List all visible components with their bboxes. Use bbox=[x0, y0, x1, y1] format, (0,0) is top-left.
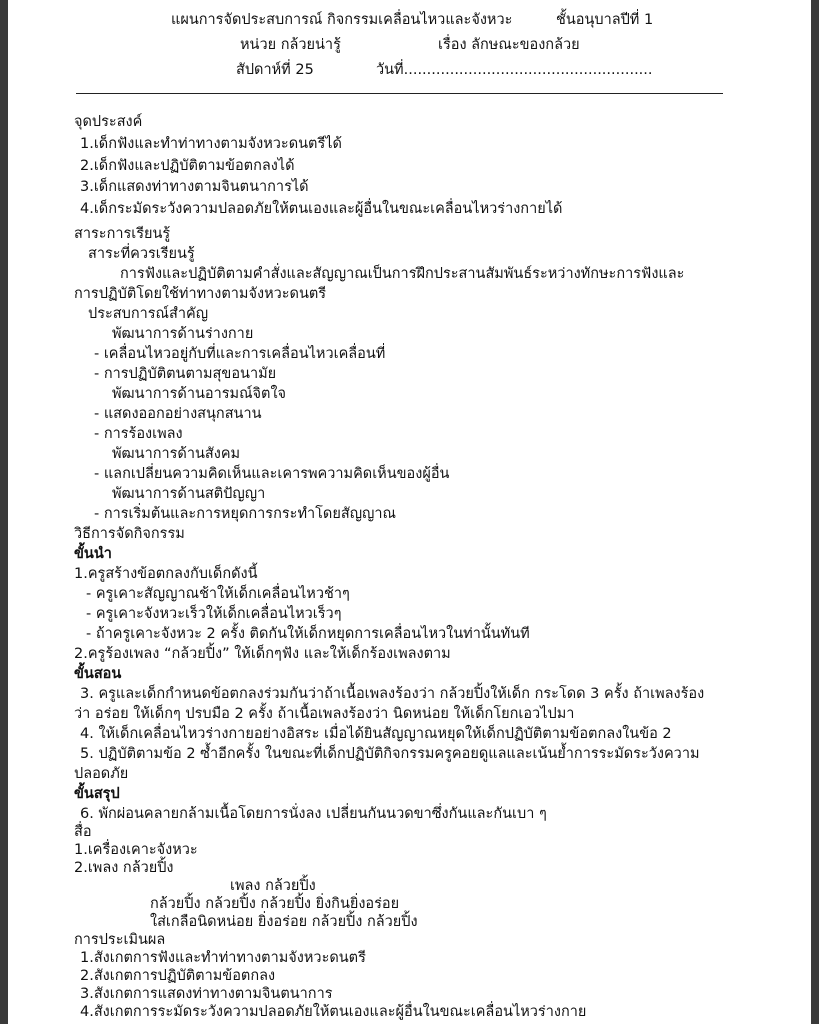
development-heading: พัฒนาการด้านสติปัญญา bbox=[112, 486, 266, 502]
content-heading: สาระการเรียนรู้ bbox=[74, 226, 171, 242]
activities-heading: วิธีการจัดกิจกรรม bbox=[74, 526, 185, 542]
objective-item: 3.เด็กแสดงท่าทางตามจินตนาการได้ bbox=[80, 179, 309, 195]
steps-line: ปลอดภัย bbox=[74, 766, 129, 782]
development-heading: พัฒนาการด้านร่างกาย bbox=[112, 326, 254, 342]
experience-item: - เคลื่อนไหวอยู่กับที่และการเคลื่อนไหวเคลื่อนที่ bbox=[94, 346, 386, 362]
objective-item: 4.เด็กระมัดระวังความปลอดภัยให้ตนเองและผู้อื่นในขณะเคลื่อนไหวร่างกายได้ bbox=[80, 201, 563, 217]
media-item: 1.เครื่องเคาะจังหวะ bbox=[74, 842, 198, 858]
experience-item: - แลกเปลี่ยนความคิดเห็นและเคารพความคิดเห็นของผู้อื่น bbox=[94, 466, 450, 482]
objective-item: 1.เด็กฟังและทำท่าทางตามจังหวะดนตรีได้ bbox=[80, 136, 342, 152]
media-item: 2.เพลง กล้วยปิ้ง bbox=[74, 860, 174, 876]
song-lyric: ใส่เกลือนิดหน่อย ยิ่งอร่อย กล้วยปิ้ง กล้วยปิ้ง bbox=[150, 914, 418, 930]
content-subheading: สาระที่ควรเรียนรู้ bbox=[88, 246, 195, 262]
experience-item: - การร้องเพลง bbox=[94, 426, 183, 442]
steps-line: 5. ปฏิบัติตามข้อ 2 ซ้ำอีกครั้ง ในขณะที่เด็กปฏิบัติกิจกรรมครูคอยดูแลและเน้นย้ำการระมัดระวังความ bbox=[80, 746, 700, 762]
intro-line: 1.ครูสร้างข้อตกลงกับเด็กดังนี้ bbox=[74, 566, 258, 582]
summary-line: 6. พักผ่อนคลายกล้ามเนื้อโดยการนั่งลง เปลี่ยนกันนวดขาซึ่งกันและกันเบา ๆ bbox=[80, 806, 547, 822]
intro-heading: ขั้นนำ bbox=[74, 546, 112, 562]
topic-label: เรื่อง ลักษณะของกล้วย bbox=[438, 37, 580, 53]
intro-line: - ครูเคาะจังหวะเร็วให้เด็กเคลื่อนไหวเร็วๆ bbox=[86, 606, 342, 622]
plan-title: แผนการจัดประสบการณ์ กิจกรรมเคลื่อนไหวและจังหวะ bbox=[171, 12, 513, 28]
development-heading: พัฒนาการด้านอารมณ์จิตใจ bbox=[112, 386, 287, 402]
experience-item: - แสดงออกอย่างสนุกสนาน bbox=[94, 406, 262, 422]
content-description: การปฏิบัติโดยใช้ท่าทางตามจังหวะดนตรี bbox=[74, 286, 327, 302]
experience-item: - การเริ่มต้นและการหยุดการกระทำโดยสัญญาณ bbox=[94, 506, 397, 522]
summary-heading: ขั้นสรุป bbox=[74, 786, 120, 802]
evaluation-heading: การประเมินผล bbox=[74, 932, 166, 948]
song-title: เพลง กล้วยปิ้ง bbox=[230, 878, 316, 894]
experience-heading: ประสบการณ์สำคัญ bbox=[88, 306, 209, 322]
grade-level: ชั้นอนุบาลปีที่ 1 bbox=[556, 12, 654, 28]
experience-item: - การปฏิบัติตนตามสุขอนามัย bbox=[94, 366, 277, 382]
evaluation-item: 4.สังเกตการระมัดระวังความปลอดภัยให้ตนเองและผู้อื่นในขณะเคลื่อนไหวร่างกาย bbox=[80, 1004, 587, 1020]
steps-heading: ขั้นสอน bbox=[74, 666, 122, 682]
media-heading: สื่อ bbox=[74, 824, 92, 840]
evaluation-item: 3.สังเกตการแสดงท่าทางตามจินตนาการ bbox=[80, 986, 333, 1002]
header-divider bbox=[76, 93, 723, 94]
date-label: วันที่...................................................... bbox=[376, 62, 653, 78]
intro-line: 2.ครูร้องเพลง “กล้วยปิ้ง” ให้เด็กๆฟัง และให้เด็กร้องเพลงตาม bbox=[74, 646, 451, 662]
unit-label: หน่วย กล้วยน่ารู้ bbox=[240, 37, 341, 53]
objectives-heading: จุดประสงค์ bbox=[74, 114, 143, 130]
development-heading: พัฒนาการด้านสังคม bbox=[112, 446, 241, 462]
steps-line: 3. ครูและเด็กกำหนดข้อตกลงร่วมกันว่าถ้าเนื้อเพลงร้องว่า กล้วยปิ้งให้เด็ก กระโดด 3 ครั้ง ถ้าเพลงร้อง bbox=[80, 686, 705, 702]
song-lyric: กล้วยปิ้ง กล้วยปิ้ง กล้วยปิ้ง ยิ่งกินยิ่งอร่อย bbox=[150, 896, 400, 912]
intro-line: - ถ้าครูเคาะจังหวะ 2 ครั้ง ติดกันให้เด็กหยุดการเคลื่อนไหวในท่านั้นทันที bbox=[86, 626, 530, 642]
intro-line: - ครูเคาะสัญญาณช้าให้เด็กเคลื่อนไหวช้าๆ bbox=[86, 586, 350, 602]
evaluation-item: 2.สังเกตการปฏิบัติตามข้อตกลง bbox=[80, 968, 276, 984]
document-page bbox=[8, 0, 811, 1024]
steps-line: ว่า อร่อย ให้เด็กๆ ปรบมือ 2 ครั้ง ถ้าเนื้อเพลงร้องว่า นิดหน่อย ให้เด็กโยกเอวไปมา bbox=[74, 706, 575, 722]
evaluation-item: 1.สังเกตการฟังและทำท่าทางตามจังหวะดนตรี bbox=[80, 950, 366, 966]
week-label: สัปดาห์ที่ 25 bbox=[236, 62, 314, 78]
content-description: การฟังและปฏิบัติตามคำสั่งและสัญญาณเป็นการฝึกประสานสัมพันธ์ระหว่างทักษะการฟังและ bbox=[120, 266, 685, 282]
steps-line: 4. ให้เด็กเคลื่อนไหวร่างกายอย่างอิสระ เมื่อได้ยินสัญญาณหยุดให้เด็กปฏิบัติตามข้อตกลงในข้อ 2 bbox=[80, 726, 672, 742]
objective-item: 2.เด็กฟังและปฏิบัติตามข้อตกลงได้ bbox=[80, 158, 295, 174]
